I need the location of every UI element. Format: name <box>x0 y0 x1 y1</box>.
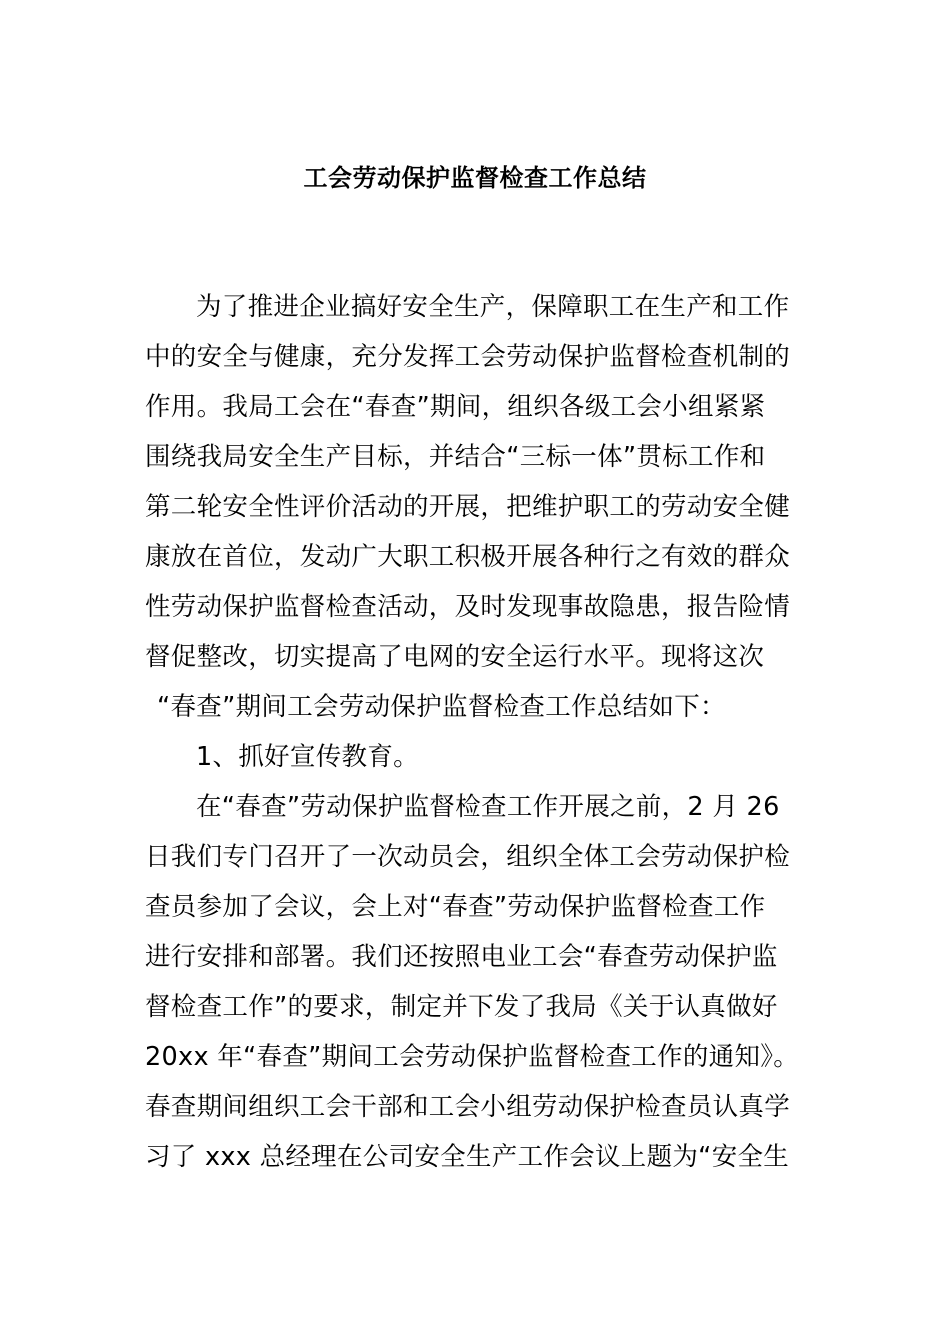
paragraph-line: 查员参加了会议，会上对“春查”劳动保护监督检查工作 <box>145 892 766 922</box>
paragraph-line: 春查期间组织工会干部和工会小组劳动保护检查员认真学 <box>145 1092 791 1122</box>
document-title: 工会劳动保护监督检查工作总结 <box>303 164 647 192</box>
paragraph-line: “春查”期间工会劳动保护监督检查工作总结如下： <box>157 692 726 722</box>
paragraph-line: 第二轮安全性评价活动的开展，把维护职工的劳动安全健 <box>145 492 791 522</box>
paragraph-line: 习了 xxx 总经理在公司安全生产工作会议上题为“安全生 <box>145 1142 790 1172</box>
paragraph-line: 20xx 年“春查”期间工会劳动保护监督检查工作的通知》。 <box>145 1042 800 1072</box>
section-heading: 1、抓好宣传教育。 <box>196 742 419 772</box>
paragraph-line: 督检查工作”的要求，制定并下发了我局《关于认真做好 <box>145 992 778 1022</box>
paragraph-line: 为了推进企业搞好安全生产，保障职工在生产和工作 <box>196 292 790 322</box>
paragraph-line: 围绕我局安全生产目标，并结合“三标一体”贯标工作和 <box>145 442 766 472</box>
document-body <box>145 282 835 1182</box>
paragraph-line: 性劳动保护监督检查活动，及时发现事故隐患，报告险情 <box>145 592 791 622</box>
paragraph-line: 督促整改，切实提高了电网的安全运行水平。现将这次 <box>145 642 765 672</box>
paragraph-line: 进行安排和部署。我们还按照电业工会“春查劳动保护监 <box>145 942 778 972</box>
paragraph-line: 日我们专门召开了一次动员会，组织全体工会劳动保护检 <box>145 842 791 872</box>
paragraph-line: 作用。我局工会在“春查”期间，组织各级工会小组紧紧 <box>145 392 766 422</box>
paragraph-line: 在“春查”劳动保护监督检查工作开展之前，2 月 26 <box>196 792 780 822</box>
paragraph-line: 康放在首位，发动广大职工积极开展各种行之有效的群众 <box>145 542 791 572</box>
paragraph-line: 中的安全与健康，充分发挥工会劳动保护监督检查机制的 <box>145 342 791 372</box>
